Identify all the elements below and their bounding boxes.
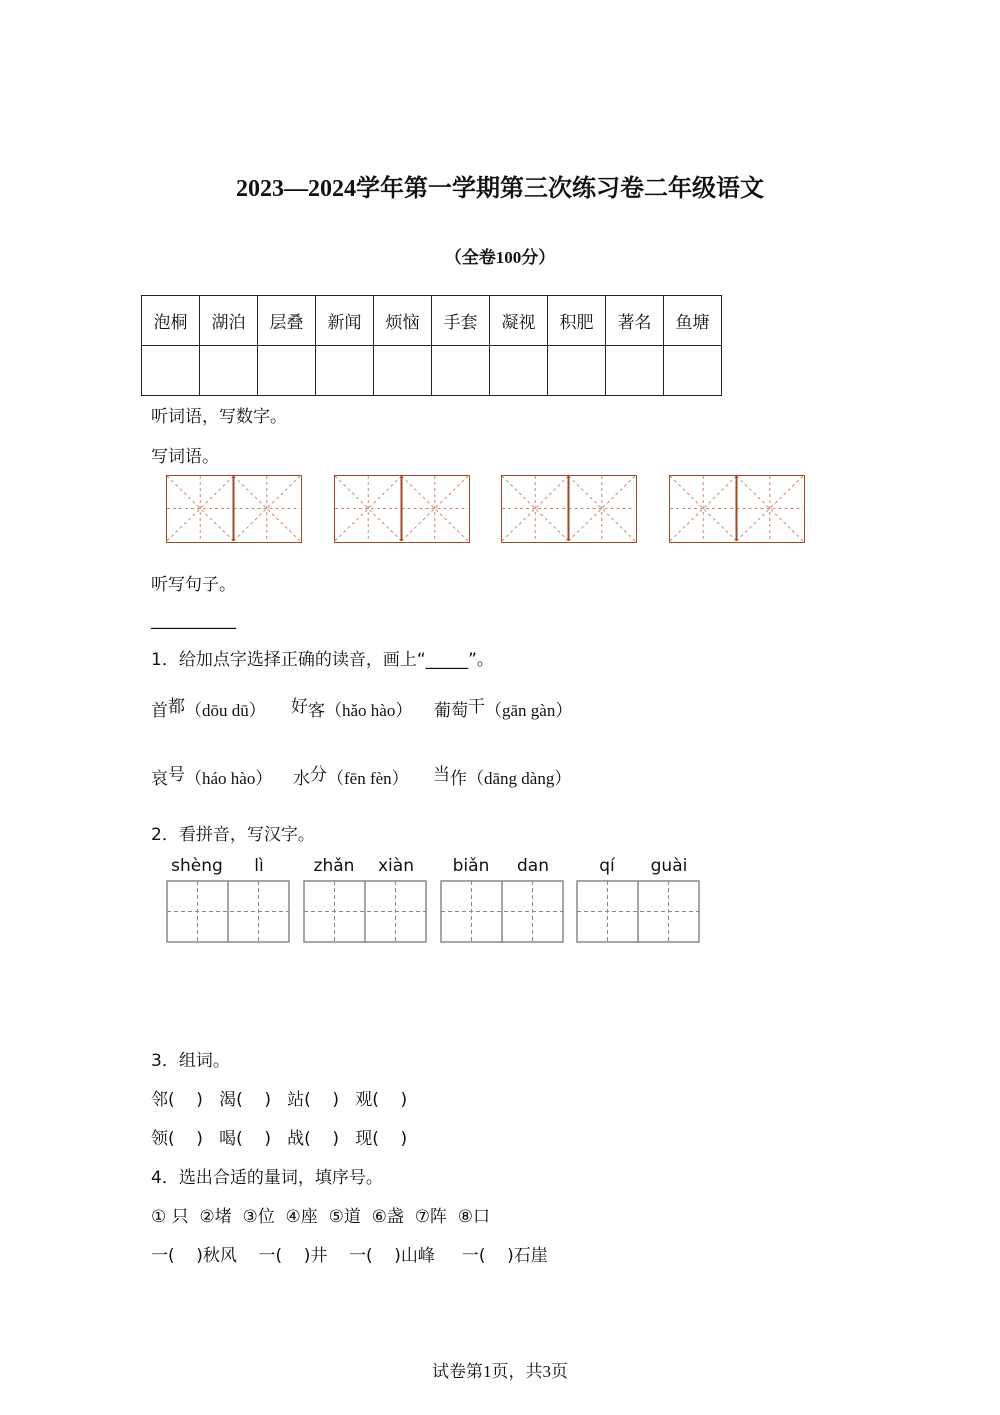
q1-item [151,764,272,789]
q3-prompt: 3．组词。 [151,1051,230,1071]
tianzige-lines [303,880,427,943]
q1-dotted-char: 分 [310,765,327,785]
tianzige-lines [440,880,564,943]
q3-row[interactable]: 邻( ) 渴( ) 站( ) 观( ) [151,1090,408,1110]
mizige-lines [670,476,803,541]
tianzige-grid[interactable] [166,880,290,943]
tianzige-lines [166,880,290,943]
mizige-grid[interactable] [669,475,805,543]
q1-item [151,696,266,721]
mizige-lines [335,476,468,541]
word-cell: 层叠 [258,296,316,346]
dictation-blank[interactable]: __________ [151,610,236,630]
q1-item-text: 客 [308,701,325,721]
section-write-words: 写词语。 [151,447,219,467]
word-table [141,295,722,396]
q1-dotted-char: 当 [433,765,450,785]
answer-cell[interactable] [142,346,200,396]
mizige-lines [167,476,300,541]
word-cell: 鱼塘 [664,296,722,346]
q1-item [291,696,412,721]
q1-options[interactable]: （dōu dū） [185,701,266,720]
answer-cell[interactable] [432,346,490,396]
q4-prompt: 4．选出合适的量词，填序号。 [151,1168,383,1188]
pinyin-label: dan [517,856,549,876]
q1-options[interactable]: （hǎo hào） [325,701,413,720]
q3-row[interactable]: 领( ) 喝( ) 战( ) 现( ) [151,1129,408,1149]
q1-options[interactable]: （dāng dàng） [467,769,572,788]
q1-dotted-char: 干 [468,697,485,717]
word-cell: 烦恼 [374,296,432,346]
answer-cell[interactable] [258,346,316,396]
answer-cell[interactable] [200,346,258,396]
word-cell: 积肥 [548,296,606,346]
q1-item [434,696,572,721]
q2-prompt: 2．看拼音，写汉字。 [151,825,315,845]
answer-cell[interactable] [548,346,606,396]
q1-item [293,764,409,789]
word-cell: 著名 [606,296,664,346]
mizige-grid[interactable] [166,475,302,543]
tianzige-grid[interactable] [303,880,427,943]
section-listen-words: 听词语，写数字。 [151,407,287,427]
word-table-header-row [142,296,722,346]
answer-cell[interactable] [606,346,664,396]
answer-cell[interactable] [374,346,432,396]
tianzige-grid[interactable] [440,880,564,943]
page-footer: 试卷第1页，共3页 [432,1362,568,1381]
answer-cell[interactable] [490,346,548,396]
tianzige-lines [576,880,700,943]
word-cell: 新闻 [316,296,374,346]
q1-options[interactable]: （fēn fèn） [327,769,409,788]
q1-item-text: 作 [450,769,467,789]
answer-cell[interactable] [316,346,374,396]
section-dictation: 听写句子。 [151,575,236,595]
word-cell: 凝视 [490,296,548,346]
q1-prompt: 1．给加点字选择正确的读音，画上“_____”。 [151,650,494,670]
q1-item-text: 葡萄 [434,701,468,721]
q1-options[interactable]: （gān gàn） [485,701,573,720]
pinyin-label: zhǎn [313,856,355,876]
tianzige-grid[interactable] [576,880,700,943]
q1-item [433,764,571,789]
q1-dotted-char: 好 [291,697,308,717]
q1-dotted-char: 都 [168,697,185,717]
q1-item-text: 水 [293,769,310,789]
q1-dotted-char: 号 [168,765,185,785]
word-cell: 手套 [432,296,490,346]
pinyin-label: shèng [171,856,223,876]
q1-item-text: 首 [151,701,168,721]
q1-options[interactable]: （háo hào） [185,769,273,788]
q4-blanks[interactable]: 一( )秋风 一( )井 一( )山峰 一( )石崖 [151,1246,548,1266]
mizige-grid[interactable] [334,475,470,543]
answer-cell[interactable] [664,346,722,396]
page-subtitle: （全卷100分） [444,248,556,267]
answer-row [142,346,722,396]
page-title: 2023—2024学年第一学期第三次练习卷二年级语文 [236,176,764,202]
pinyin-label: biǎn [452,856,490,876]
q1-item-text: 哀 [151,769,168,789]
pinyin-label: qí [599,856,615,876]
pinyin-label: lì [254,856,264,876]
q4-options: ① 只 ②堵 ③位 ④座 ⑤道 ⑥盏 ⑦阵 ⑧口 [151,1207,490,1227]
pinyin-label: guài [650,856,688,876]
mizige-grid[interactable] [501,475,637,543]
mizige-lines [502,476,635,541]
pinyin-label: xiàn [378,856,414,876]
word-cell: 湖泊 [200,296,258,346]
word-cell: 泡桐 [142,296,200,346]
